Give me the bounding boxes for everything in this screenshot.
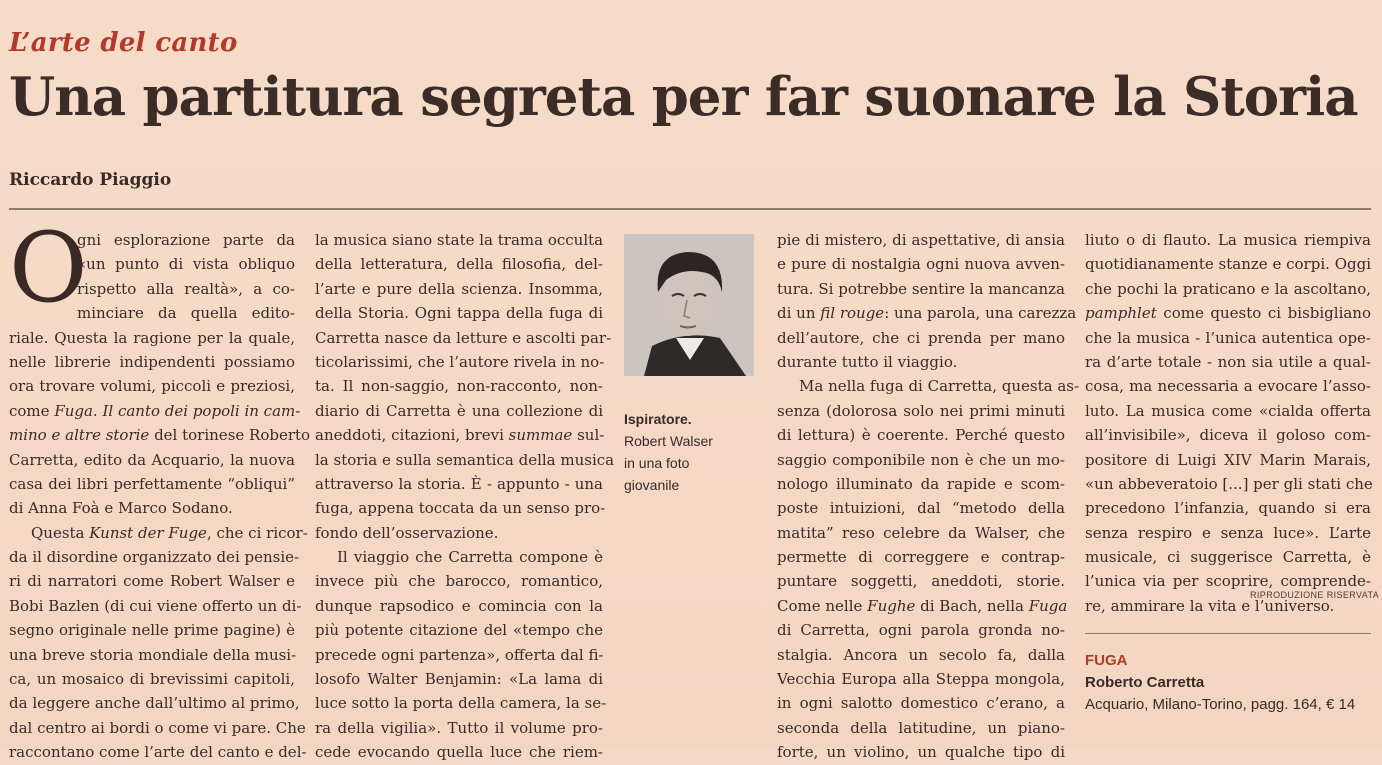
text-line: la musica siano state la trama occulta [315,231,604,249]
text-line: la storia e sulla semantica della musica [315,450,615,469]
text-line: musicale, ci suggerisce Carretta, è [1085,548,1371,567]
text-line: Ma nella fuga di Carretta, questa as- [799,377,1080,396]
text-line: rispetto alla realtà», a co- [77,279,295,298]
text-line: senza respiro e senza luce». L’arte [1085,523,1371,542]
text-line: nelle librerie indipendenti possiamo [9,352,295,371]
text-line: cede evocando quella luce che riem- [315,743,603,762]
article-column-2 [315,228,615,765]
text-line: «un punto di vista obliquo [77,255,295,274]
text-line: losofo Walter Benjamin: «La lama di [315,670,603,689]
text-line: della letteratura, della filosofia, del- [315,255,603,274]
photo-caption [624,408,764,496]
text-line: che pochi la praticano e la ascoltano, [1085,279,1371,298]
text-line: matita” reso celebre da Walser, che [777,523,1065,542]
text-line: invece più che barocco, romantico, [315,572,603,591]
headline: Una partitura segreta per far suonare la Storia [9,66,1358,128]
text-line: senza (dolorosa solo nei primi minuti [777,401,1065,420]
text-line: precede ogni partenza», offerta dal fi- [315,645,604,664]
text-line: cosa, ma necessaria a evocare l’asso- [1085,377,1371,396]
text-line: ta. Il non-saggio, non-racconto, non- [315,377,603,396]
text-line: forte, un violino, un qualche tipo di [777,743,1065,762]
text-line: luto. La musica come «cialda offerta [1085,401,1371,420]
text-line: riale. Questa la ragione per la quale, [9,328,295,347]
text-line: ra della vigilia». Tutto il volume pro- [315,718,603,737]
text-line: quotidianamente stanze e corpi. Oggi [1085,255,1371,274]
text-line: stalgia. Ancora un secolo fa, dalla [777,645,1065,664]
text-line: dal centro ai bordi o come vi pare. Che [9,718,306,737]
text-line: Vecchia Europa alla Steppa mongola, [777,670,1065,689]
text-line: puntare soggetti, aneddoti, storie. [777,572,1065,591]
text-line: precedono l’infanzia, quando si era [1085,499,1371,518]
text-line: di lettura) è coerente. Perché questo [777,426,1065,445]
text-line: ri di narratori come Robert Walser e [9,572,295,591]
text-line: Carretta nasce da letture e ascolti par- [315,328,612,347]
text-line: mino e altre storie del torinese Roberto [9,426,311,445]
portrait-photo [624,234,754,376]
text-line: «un abbeveratoio [...] per gli stati che [1085,474,1373,493]
text-line: da il disordine organizzato dei pensie- [9,548,300,567]
text-line: aneddoti, citazioni, brevi summae sul- [315,426,605,445]
article-column-3 [777,228,1080,765]
text-line: fuga, appena toccata da un senso pro- [315,499,606,518]
text-line: Carretta, edito da Acquario, la nuova [9,450,295,469]
text-line: di Anna Foà e Marco Sodano. [9,499,233,518]
byline: Riccardo Piaggio [9,170,172,190]
book-publisher: Acquario, Milano-Torino, pagg. 164, € 14 [1085,696,1356,713]
article-column-1 [9,228,311,765]
text-line: Bobi Bazlen (di cui viene offerto un di- [9,596,302,615]
text-line: minciare da quella edito- [77,304,295,323]
text-line: fondo dell’osservazione. [315,523,499,542]
text-line: luce sotto la porta della camera, la se- [315,694,607,713]
text-line: dunque rapsodico e comincia con la [315,596,603,615]
text-line: l’arte e pure della scienza. Insomma, [315,279,603,298]
text-line: Il viaggio che Carretta compone è [337,548,603,567]
text-line: attraverso la storia. È - appunto - una [315,474,603,493]
text-line: ra d’arte totale - non sia utile a qual- [1085,352,1371,371]
text-line: come Fuga. Il canto dei popoli in cam- [9,401,301,420]
text-line: saggio componibile non è che un mo- [777,450,1065,469]
text-line: ca, un mosaico di brevissimi capitoli, [9,670,295,689]
caption-line: giovanile [624,477,680,493]
text-line: re, ammirare la vita e l’universo. [1085,596,1335,615]
text-line: Questa Kunst der Fuge, che ci ricor- [31,523,308,542]
copyright-notice: RIPRODUZIONE RISERVATA [1250,590,1380,600]
text-line: positore di Luigi XIV Marin Marais, [1085,450,1371,469]
caption-line: Robert Walser [624,433,713,449]
article-column-4 [1085,228,1371,618]
book-info-box [1085,650,1355,716]
portrait-image [624,234,754,376]
text-line: poste intuizioni, dal “metodo della [777,499,1065,518]
text-line: raccontano come l’arte del canto e del- [9,743,307,762]
text-line: e pure di nostalgia ogni nuova avven- [777,255,1065,274]
text-line: nologo illuminato da rapide e scom- [777,474,1065,493]
drop-cap-letter: O [9,212,88,324]
section-label: L’arte del canto [9,28,238,58]
text-line: che la musica - l’unica autentica ope- [1085,328,1371,347]
text-line: di un fil rouge: una parola, una carezza [777,304,1077,323]
text-line: pamphlet come questo ci bisbigliano [1085,304,1371,323]
text-line: ticolarissimi, che l’autore rivela in no- [315,352,605,371]
book-title: FUGA [1085,652,1128,669]
text-line: casa dei libri perfettamente “obliqui” [9,474,295,493]
text-line: diario di Carretta è una collezione di [315,401,603,420]
text-line: l’unica via per scoprire, comprende- [1085,572,1371,591]
book-author: Roberto Carretta [1085,674,1205,691]
text-line: più potente citazione del «tempo che [315,621,603,640]
text-line: pie di mistero, di aspettative, di ansia [777,231,1065,249]
text-line: liuto o di flauto. La musica riempiva [1085,231,1371,249]
text-line: seconda della latitudine, un piano- [777,718,1065,737]
caption-title: Ispiratore. [624,411,692,427]
text-line: all’invisibile», diceva il goloso com- [1085,426,1371,445]
text-line: dell’autore, che ci prenda per mano [777,328,1065,347]
text-line: segno originale nelle prime pagine) è [9,621,295,640]
text-line: Come nelle Fughe di Bach, nella Fuga [777,596,1068,615]
text-line: tura. Si potrebbe sentire la mancanza [777,279,1065,298]
text-line: permette di correggere e contrap- [777,548,1065,567]
text-line: gni esplorazione parte da [77,231,295,249]
header-divider [9,208,1371,210]
caption-line: in una foto [624,455,690,471]
text-line: durante tutto il viaggio. [777,352,958,371]
text-line: della Storia. Ogni tappa della fuga di [315,304,603,323]
book-info-divider [1085,633,1371,634]
text-line: da leggere anche dall’ultimo al primo, [9,694,300,713]
text-line: in ogni salotto domestico c’erano, a [777,694,1065,713]
text-line: di Carretta, ogni parola gronda no- [777,621,1065,640]
text-line: ora trovare volumi, piccoli e preziosi, [9,377,295,396]
text-line: una breve storia mondiale della musi- [9,645,297,664]
